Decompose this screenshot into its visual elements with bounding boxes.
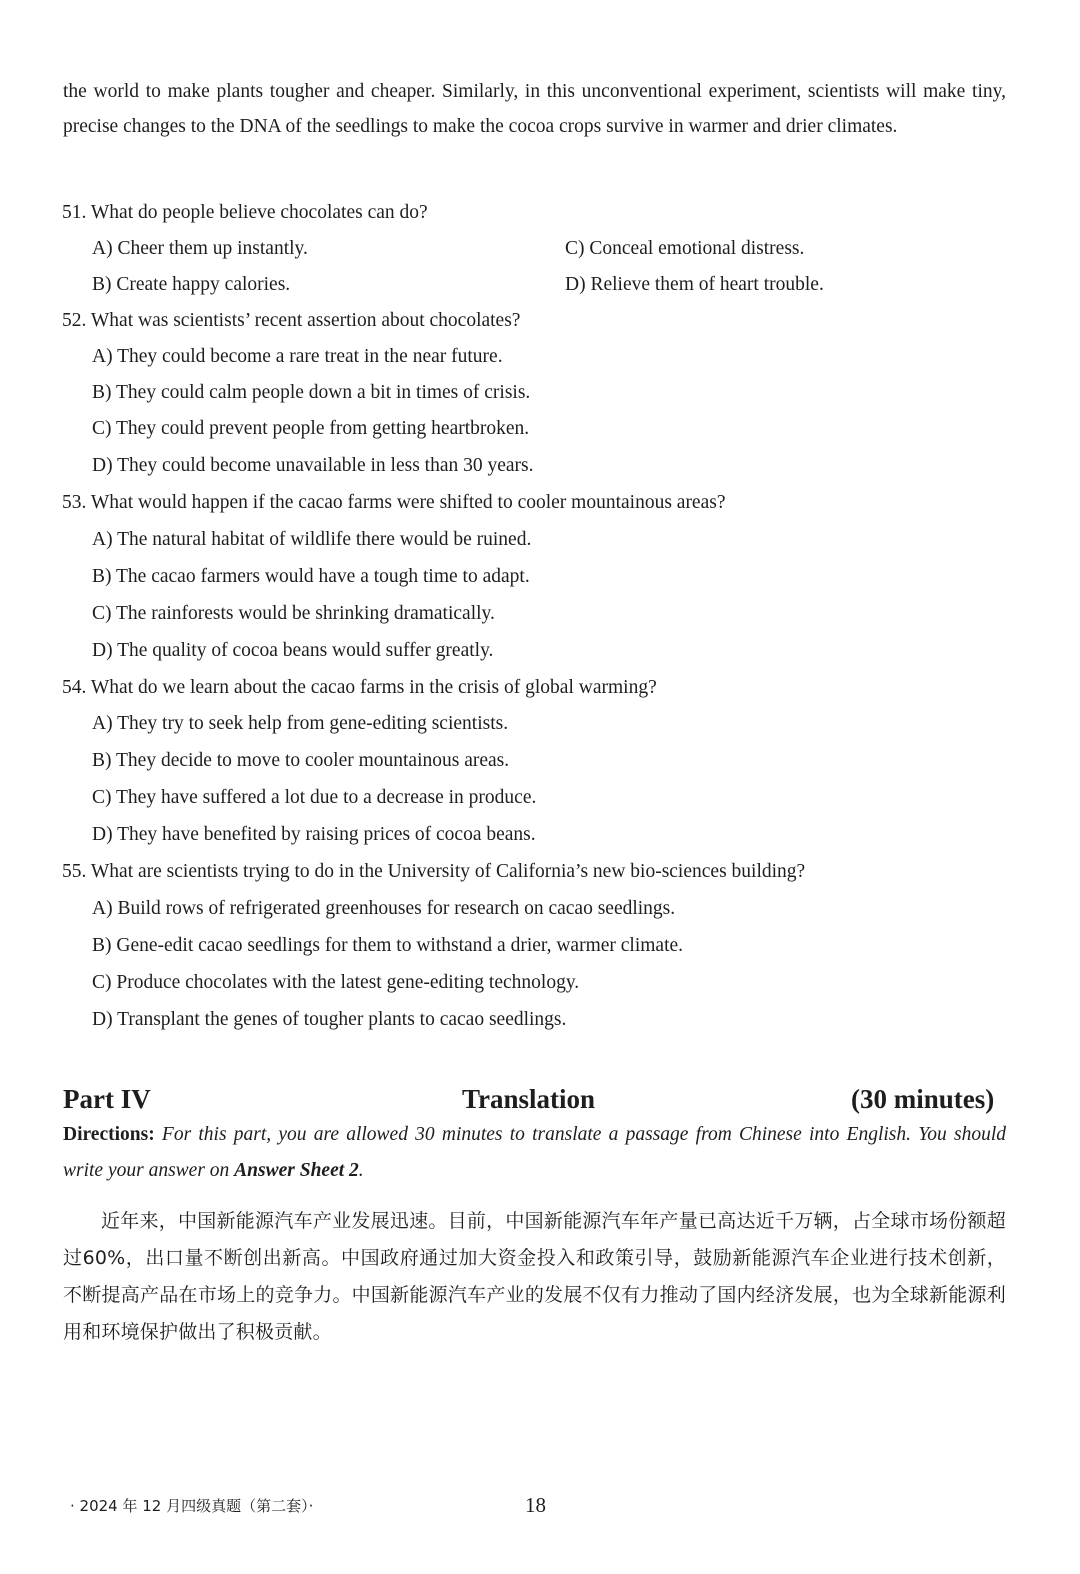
question-53-stem: 53. What would happen if the cacao farms were shifted to cooler mountainous areas? (62, 492, 726, 513)
question-54-stem: 54. What do we learn about the cacao farms in the crisis of global warming? (62, 677, 657, 698)
question-52-option-c: C) They could prevent people from getting heartbroken. (92, 418, 530, 439)
question-55-option-a: A) Build rows of refrigerated greenhouses for research on cacao seedlings. (92, 898, 676, 919)
directions-body: For this part, you are allowed 30 minutes to translate a passage from Chinese into English. You should write your answer on (63, 1124, 1006, 1181)
question-52-stem: 52. What was scientists’ recent assertion about chocolates? (62, 310, 521, 331)
answer-sheet-ref: Answer Sheet 2 (234, 1160, 359, 1181)
question-55-option-d: D) Transplant the genes of tougher plants to cacao seedlings. (92, 1009, 567, 1030)
question-53-option-a: A) The natural habitat of wildlife there would be ruined. (92, 529, 532, 550)
passage-tail: the world to make plants tougher and cheaper. Similarly, in this unconventional experiment, scientists will make tiny, precise changes to the DNA of the seedlings to make the cocoa crops survive in warmer and drier climates. (63, 81, 1006, 137)
directions-end: . (358, 1160, 364, 1181)
question-52-option-b: B) They could calm people down a bit in times of crisis. (92, 382, 531, 403)
part-label: Part IV (63, 1084, 151, 1114)
question-55-stem: 55. What are scientists trying to do in the University of California’s new bio-sciences building? (62, 861, 806, 882)
translation-passage: 近年来，中国新能源汽车产业发展迅速。目前，中国新能源汽车年产量已高达近千万辆，占全球市场份额超过60%，出口量不断创出新高。中国政府通过加大资金投入和政策引导，鼓励新能源汽车企业进行技术创新，不断提高产品在市场上的竞争力。中国新能源汽车产业的发展不仅有力推动了国内经济发展，也为全球新能源利用和环境保护做出了积极贡献。 (63, 1210, 1006, 1343)
question-51-option-d: D) Relieve them of heart trouble. (565, 274, 824, 295)
question-54-option-c: C) They have suffered a lot due to a decrease in produce. (92, 787, 537, 808)
question-54-option-d: D) They have benefited by raising prices of cocoa beans. (92, 824, 536, 845)
question-52-option-a: A) They could become a rare treat in the near future. (92, 346, 503, 367)
directions (63, 1117, 1006, 1189)
question-52-option-d: D) They could become unavailable in less than 30 years. (92, 455, 534, 476)
footer-source: · 2024 年 12 月四级真题（第二套）· (70, 1497, 314, 1515)
page-number: 18 (525, 1493, 546, 1517)
part-time: (30 minutes) (851, 1084, 995, 1114)
question-51-option-c: C) Conceal emotional distress. (565, 238, 805, 259)
part-title: Translation (462, 1084, 596, 1114)
question-53-option-d: D) The quality of cocoa beans would suffer greatly. (92, 640, 494, 661)
question-51-option-b: B) Create happy calories. (92, 274, 291, 295)
question-51-stem: 51. What do people believe chocolates can do? (62, 202, 428, 223)
question-54-option-a: A) They try to seek help from gene-editing scientists. (92, 713, 509, 734)
question-53-option-b: B) The cacao farmers would have a tough time to adapt. (92, 566, 530, 587)
question-53-option-c: C) The rainforests would be shrinking dramatically. (92, 603, 495, 624)
question-55-option-c: C) Produce chocolates with the latest gene-editing technology. (92, 972, 580, 993)
question-54-option-b: B) They decide to move to cooler mountainous areas. (92, 750, 510, 771)
question-55-option-b: B) Gene-edit cacao seedlings for them to withstand a drier, warmer climate. (92, 935, 684, 956)
question-51-option-a: A) Cheer them up instantly. (92, 238, 308, 259)
directions-lead: Directions: (63, 1124, 155, 1145)
